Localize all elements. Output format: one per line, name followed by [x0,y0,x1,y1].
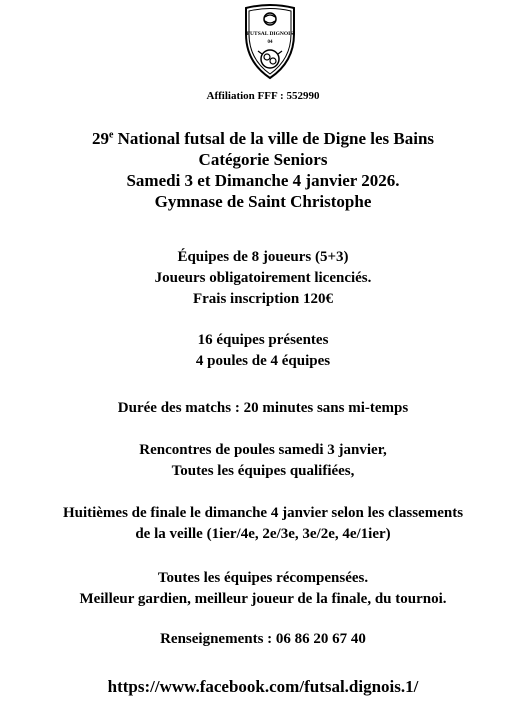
format-line: 16 équipes présentes [197,332,329,348]
teams-info-line: Joueurs obligatoirement licenciés. [154,270,372,286]
format-block [0,330,526,372]
event-header [0,128,526,212]
duration-line: Durée des matchs : 20 minutes sans mi-temps [117,400,409,416]
event-dates: Samedi 3 et Dimanche 4 janvier 2026. [126,171,400,190]
futsal-dignois-logo-icon [240,4,300,80]
awards-line: Toutes les équipes récompensées. [157,570,369,586]
affiliation-text: Affiliation FFF : 552990 [206,90,320,102]
format-line: 4 poules de 4 équipes [195,353,331,369]
event-title-rest: National futsal de la ville de Digne les Bains [113,129,435,148]
knockout-line: Huitièmes de finale le dimanche 4 janvier selon les classements [62,505,464,521]
duration-block [0,398,526,419]
facebook-link[interactable]: https://www.facebook.com/futsal.dignois.1/ [107,677,419,696]
awards-line: Meilleur gardien, meilleur joueur de la finale, du tournoi. [79,591,447,607]
event-venue: Gymnase de Saint Christophe [154,192,372,211]
awards-block [0,568,526,610]
logo-text-bottom: 04 [267,40,273,45]
teams-info-line: Frais inscription 120€ [192,291,333,307]
contact-block [0,629,526,650]
logo-text-top: FUTSAL DIGNOIS [246,31,294,37]
knockout-block [0,503,526,545]
pools-line: Rencontres de poules samedi 3 janvier, [139,442,387,458]
edition-number: 29 [91,129,109,148]
teams-info-line: Équipes de 8 joueurs (5+3) [177,249,349,265]
teams-info-block [0,247,526,310]
edition-suffix: e [108,129,114,141]
knockout-line: de la veille (1ier/4e, 2e/3e, 3e/2e, 4e/1ier) [135,526,391,542]
contact-line: Renseignements : 06 86 20 67 40 [160,631,366,647]
event-category: Catégorie Seniors [198,150,328,169]
event-title [0,128,526,149]
pools-line: Toutes les équipes qualifiées, [171,463,355,479]
pools-block [0,440,526,482]
